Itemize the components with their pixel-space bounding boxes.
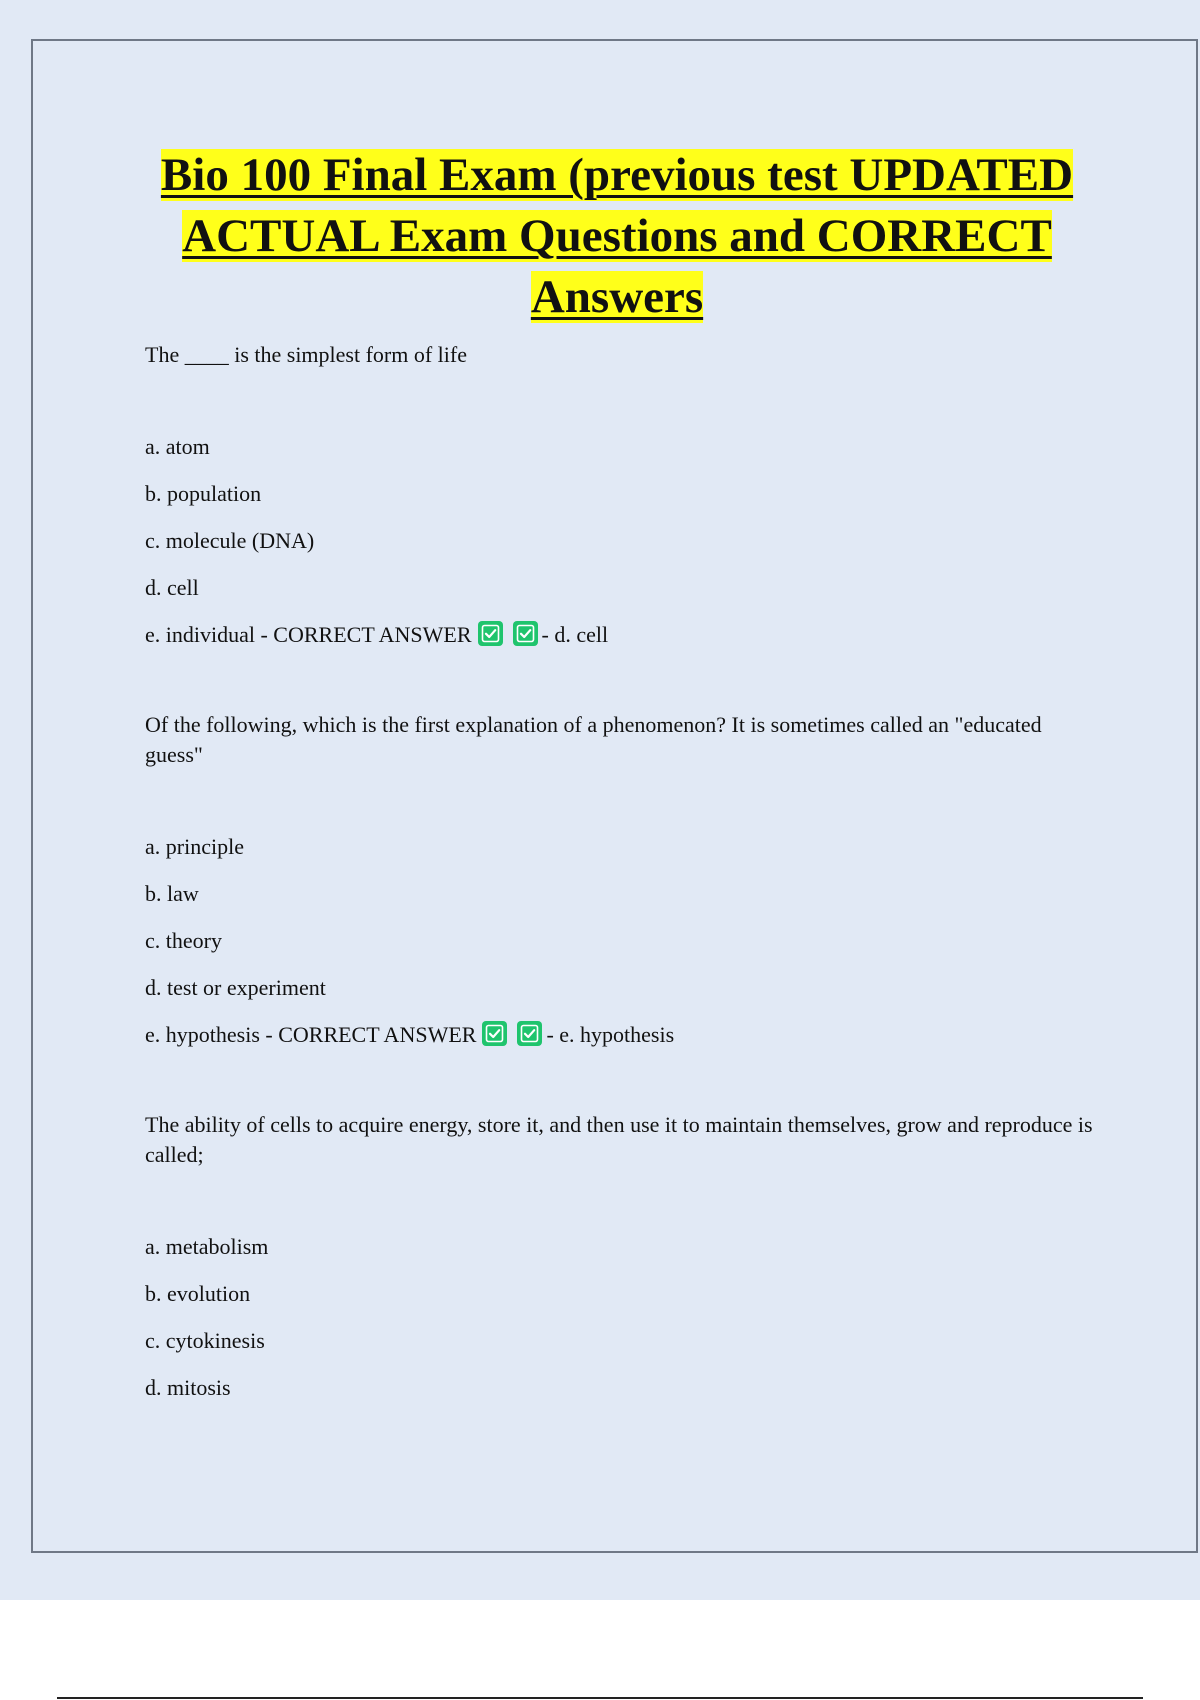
correct-answer-line: [145, 1020, 1105, 1050]
answer-option: b. evolution: [145, 1281, 251, 1306]
answer-option: d. test or experiment: [145, 975, 326, 1000]
answer-option: c. molecule (DNA): [145, 528, 315, 553]
answer-option: d. cell: [145, 575, 199, 600]
page-divider: [57, 1697, 1143, 1699]
questions-list: [145, 340, 1105, 1464]
answer-option: a. atom: [145, 434, 210, 459]
answer-prefix: e. individual - CORRECT ANSWER: [145, 622, 472, 647]
answer-option: c. cytokinesis: [145, 1328, 265, 1353]
answer-suffix: - e. hypothesis: [546, 1022, 675, 1047]
checkbox-check-icon: [513, 621, 538, 646]
document-title-text: Bio 100 Final Exam (previous test UPDATED ACTUAL Exam Questions and CORRECT Answers: [160, 149, 1074, 323]
checkbox-check-icon: [482, 1021, 507, 1046]
question-text: The ability of cells to acquire energy, store it, and then use it to maintain themselves, grow and reproduce is called;: [145, 1112, 1093, 1167]
answer-option: b. population: [145, 481, 262, 506]
question-3: [145, 1110, 1105, 1404]
correct-answer-line: [145, 620, 1105, 650]
question-text: The ____ is the simplest form of life: [145, 342, 467, 367]
checkbox-check-icon: [478, 621, 503, 646]
answer-prefix: e. hypothesis - CORRECT ANSWER: [145, 1022, 477, 1047]
answer-suffix: - d. cell: [541, 622, 609, 647]
answer-option: c. theory: [145, 928, 222, 953]
question-2: [145, 710, 1105, 1050]
question-1: [145, 340, 1105, 650]
answer-option: a. metabolism: [145, 1234, 269, 1259]
checkbox-check-icon: [517, 1021, 542, 1046]
question-text: Of the following, which is the first explanation of a phenomenon? It is sometimes called an "educated guess": [145, 712, 1042, 767]
answer-option: a. principle: [145, 834, 244, 859]
document-title: [120, 145, 1114, 328]
answer-option: b. law: [145, 881, 199, 906]
answer-option: d. mitosis: [145, 1375, 231, 1400]
